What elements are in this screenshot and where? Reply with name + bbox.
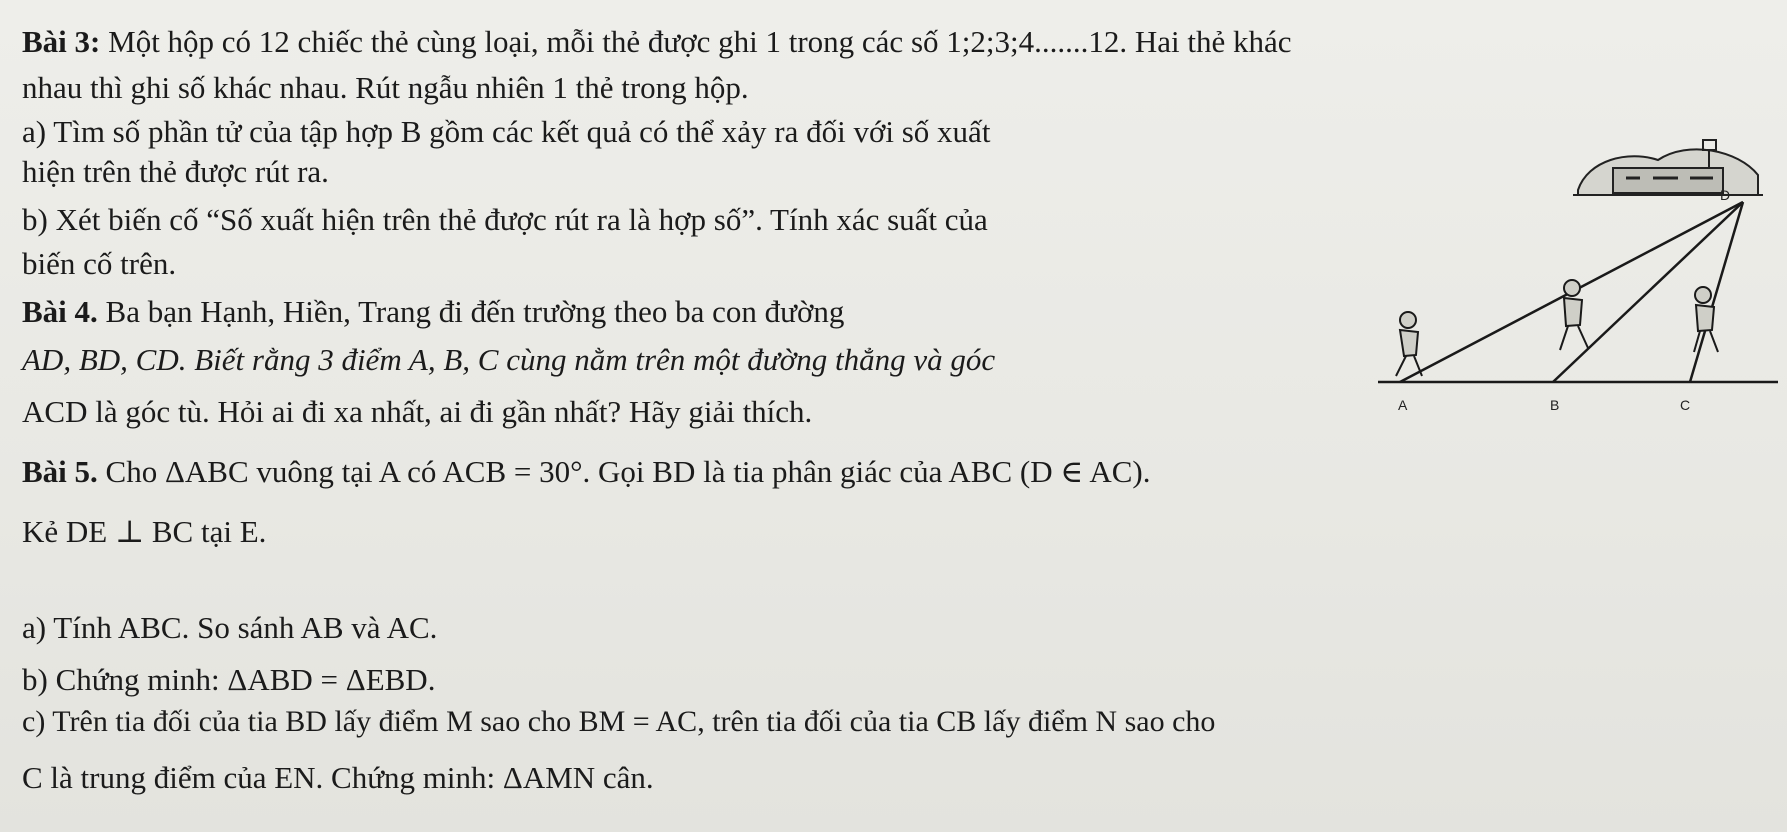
- bai3-line2: nhau thì ghi số khác nhau. Rút ngẫu nhiên 1 thẻ trong hộp.: [22, 70, 749, 105]
- road-figure: [1378, 120, 1778, 430]
- bai4-text-1: Ba bạn Hạnh, Hiền, Trang đi đến trường theo ba con đường: [97, 294, 845, 329]
- bai4-line2: AD, BD, CD. Biết rằng 3 điểm A, B, C cùng nằm trên một đường thẳng và góc: [22, 342, 996, 377]
- bai3-text-1: Một hộp có 12 chiếc thẻ cùng loại, mỗi thẻ được ghi 1 trong các số 1;2;3;4.......12. Hai thẻ khác: [100, 24, 1292, 59]
- bai3-title: Bài 3:: [22, 24, 101, 59]
- figure-label-d: D: [1720, 187, 1731, 203]
- school-building: [1573, 140, 1763, 195]
- bai4-line1: [22, 292, 844, 332]
- bai3-line1: [22, 22, 1292, 62]
- bai3-part-b-line2: biến cố trên.: [22, 246, 177, 281]
- bai5-part-b: b) Chứng minh: ΔABD = ΔEBD.: [22, 662, 436, 697]
- figure-label-b: B: [1550, 397, 1560, 413]
- road-bd: [1553, 202, 1743, 382]
- walker-hien: [1560, 280, 1588, 350]
- bai3-part-a-line1: a) Tìm số phần tử của tập hợp B gồm các kết quả có thể xảy ra đối với số xuất: [22, 114, 991, 149]
- bai5-line2: Kẻ DE ⊥ BC tại E.: [22, 514, 267, 549]
- figure-label-c: C: [1680, 397, 1691, 413]
- bai5-part-c-line2: C là trung điểm của EN. Chứng minh: ΔAMN cân.: [22, 760, 654, 795]
- bai5-text-1: Cho ΔABC vuông tại A có ACB = 30°. Gọi BD là tia phân giác của ABC (D ∈ AC).: [97, 454, 1151, 489]
- bai4-line3: ACD là góc tù. Hỏi ai đi xa nhất, ai đi gần nhất? Hãy giải thích.: [22, 394, 813, 429]
- bai5-part-a: a) Tính ABC. So sánh AB và AC.: [22, 610, 438, 645]
- figure-label-a: A: [1398, 397, 1408, 413]
- bai5-line1: [22, 452, 1150, 492]
- bai3-part-b-line1: b) Xét biến cố “Số xuất hiện trên thẻ được rút ra là hợp số”. Tính xác suất của: [22, 202, 988, 237]
- bai4-title: Bài 4.: [22, 294, 98, 329]
- bai5-title: Bài 5.: [22, 454, 98, 489]
- bai5-part-c-line1: c) Trên tia đối của tia BD lấy điểm M sao cho BM = AC, trên tia đối của tia CB lấy điểm N sao cho: [22, 705, 1216, 738]
- bai3-part-a-line2: hiện trên thẻ được rút ra.: [22, 154, 329, 189]
- walker-hanh: [1396, 312, 1422, 376]
